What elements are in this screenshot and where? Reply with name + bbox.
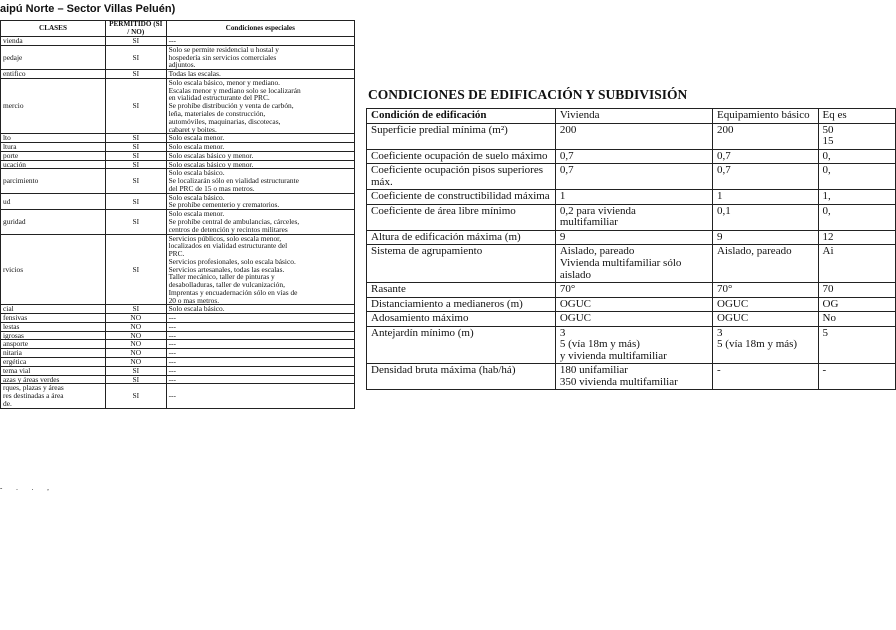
table-row [1, 366, 355, 375]
value-line: No [822, 312, 836, 325]
table-row [1, 357, 355, 366]
condition-line: Servicios profesionales, solo escala básico. [168, 256, 296, 266]
conditions-cell [166, 305, 354, 314]
conditions-table [366, 108, 896, 390]
permitted-cell: SI [105, 70, 166, 79]
value-line: 0, [822, 204, 831, 217]
class-cell: lestas [1, 322, 106, 331]
condition-line: --- [168, 330, 176, 340]
condition-line: automóviles, maquinarias, discotecas, [168, 116, 281, 126]
value-line: Aislado, pareado [559, 245, 635, 258]
value-line: 5 [822, 326, 829, 339]
condition-line: Solo escala menor. [168, 142, 225, 152]
left-footer-marks: - . . , [0, 484, 55, 492]
condition-line: Solo escala básico. [168, 192, 225, 202]
vivienda-value-cell [555, 230, 712, 245]
value-line: 0,7 [717, 149, 731, 162]
condition-label-cell: Coeficiente de área libre mínimo [367, 204, 556, 230]
table-row [1, 314, 355, 323]
condition-line: Solo escala menor. [168, 133, 225, 143]
class-cell: nitaria [1, 349, 106, 358]
condition-label-cell: Adosamiento máximo [367, 312, 556, 327]
conditions-cell [166, 234, 354, 305]
value-line: OGUC [559, 297, 592, 310]
conditions-table-wrapper [366, 108, 847, 432]
condition-line: --- [168, 365, 176, 375]
uses-table-header [1, 21, 355, 37]
condition-line: hospedería sin servicios comerciales [168, 52, 277, 62]
condition-line: leña, materiales de construcción, [168, 109, 266, 119]
conditions-cell [166, 349, 354, 358]
value-line: 9 [717, 230, 723, 243]
vivienda-value-cell [555, 123, 712, 149]
value-line: 0,7 [717, 164, 731, 177]
table-row [367, 190, 896, 205]
condition-line: Solo escalas básico y menor. [168, 150, 254, 160]
equipamiento-cut-value-cell [818, 326, 895, 364]
permitted-cell: SI [105, 160, 166, 169]
condition-line: adjuntos. [168, 60, 196, 70]
equipamiento-cut-value-cell [818, 190, 895, 205]
value-line: aislado [559, 268, 592, 281]
left-document-title: aipú Norte – Sector Villas Peluén) [0, 3, 176, 15]
value-line: 15 [822, 135, 834, 148]
equipamiento-cut-value-cell [818, 297, 895, 312]
conditions-cell [166, 357, 354, 366]
equipamiento-value-cell [713, 326, 819, 364]
equipamiento-value-cell [713, 230, 819, 245]
condition-label-cell: Antejardín mínimo (m) [367, 326, 556, 364]
conditions-table-header [367, 109, 896, 124]
table-row [1, 349, 355, 358]
condition-line: Taller mecánico, taller de pinturas y [168, 272, 275, 282]
condition-label-cell: Altura de edificación máxima (m) [367, 230, 556, 245]
class-cell: cial [1, 305, 106, 314]
value-line: 0, [822, 164, 831, 177]
condition-label-cell: Distanciamiento a medianeros (m) [367, 297, 556, 312]
value-line: OGUC [559, 312, 592, 325]
class-cell: guridad [1, 210, 106, 234]
condition-line: Servicios públicos, solo escala menor, [168, 233, 282, 243]
equipamiento-cut-value-cell [818, 204, 895, 230]
condition-line: --- [168, 348, 176, 358]
condition-line: Solo escala menor. [168, 209, 225, 219]
permitted-cell: NO [105, 340, 166, 349]
table-row [1, 331, 355, 340]
conditions-cell [166, 384, 354, 408]
condition-line: Solo se permite residencial u hostal y [168, 44, 279, 54]
class-cell: azas y áreas verdes [1, 375, 106, 384]
value-line: 1 [717, 190, 723, 203]
condition-line: PRC. [168, 249, 185, 259]
table-row [1, 384, 355, 408]
vivienda-value-cell [555, 297, 712, 312]
equipamiento-value-cell [713, 123, 819, 149]
condition-line: --- [168, 36, 176, 46]
value-line: OGUC [717, 297, 749, 310]
table-row [1, 322, 355, 331]
equipamiento-value-cell [713, 190, 819, 205]
value-line: 180 unifamiliar [559, 364, 628, 377]
conditions-cell [166, 375, 354, 384]
equipamiento-value-cell [713, 312, 819, 327]
class-cell: porte [1, 151, 106, 160]
table-row [1, 45, 355, 69]
condition-label-cell: Rasante [367, 283, 556, 298]
permitted-cell: SI [105, 78, 166, 133]
class-cell: ltura [1, 143, 106, 152]
value-line: 0,7 [559, 149, 574, 162]
value-line: 70 [822, 283, 834, 296]
table-row [367, 297, 896, 312]
permitted-cell: SI [105, 151, 166, 160]
conditions-cell [166, 366, 354, 375]
value-line: 70° [717, 283, 733, 296]
condition-line: Solo escala básico. [168, 168, 225, 178]
value-line: Ai [822, 245, 834, 258]
table-row [1, 234, 355, 305]
conditions-cell [166, 151, 354, 160]
value-line: Aislado, pareado [717, 245, 792, 258]
conditions-cell [166, 322, 354, 331]
condition-line: --- [168, 374, 176, 384]
value-line: 0,2 para vivienda [559, 204, 636, 217]
class-cell: ud [1, 193, 106, 210]
class-cell: ucación [1, 160, 106, 169]
equipamiento-value-cell [713, 283, 819, 298]
value-line: 350 vivienda multifamiliar [559, 375, 678, 388]
equipamiento-value-cell [713, 297, 819, 312]
value-line: 3 [717, 326, 723, 339]
class-cell: igrosas [1, 331, 106, 340]
condition-label-cell: Coeficiente ocupación pisos superiores máx. [367, 164, 556, 190]
condition-line: cabaret y boites. [168, 124, 217, 134]
value-line: OG [822, 297, 839, 310]
table-row [1, 340, 355, 349]
table-row [1, 169, 355, 193]
equipamiento-value-cell [713, 164, 819, 190]
condition-line: Servicios artesanales, todas las escalas. [168, 264, 285, 274]
value-line: 9 [559, 230, 566, 243]
table-row [367, 245, 896, 283]
value-line: 1 [559, 190, 566, 203]
class-cell: pedaje [1, 45, 106, 69]
value-line: 200 [717, 123, 734, 136]
class-cell: ergética [1, 357, 106, 366]
table-row [367, 312, 896, 327]
header-equipamiento-cut: Eq es [818, 109, 895, 124]
value-line: 3 [559, 326, 566, 339]
permitted-cell: SI [105, 366, 166, 375]
table-row [1, 305, 355, 314]
table-row [1, 151, 355, 160]
vivienda-value-cell [555, 245, 712, 283]
equipamiento-cut-value-cell [818, 312, 895, 327]
class-cell: mercio [1, 78, 106, 133]
conditions-table-body [367, 123, 896, 390]
condition-line: Se prohíbe cementerio y crematorios. [168, 200, 280, 210]
table-row [367, 149, 896, 164]
value-line: 70° [559, 283, 576, 296]
value-line: OGUC [717, 312, 749, 325]
class-cell: rques, plazas y áreas res destinadas a área de. [1, 384, 106, 408]
value-line: multifamiliar [559, 216, 618, 229]
header-equipamiento-basico: Equipamiento básico [713, 109, 819, 124]
value-line: 0, [822, 149, 831, 162]
permitted-cell: NO [105, 331, 166, 340]
conditions-cell [166, 331, 354, 340]
condition-line: del PRC de 15 o mas metros. [168, 183, 255, 193]
table-row [367, 326, 896, 364]
value-line: y vivienda multifamiliar [559, 349, 667, 362]
condition-label-cell: Densidad bruta máxima (hab/há) [367, 364, 556, 390]
condition-line: Solo escalas básico y menor. [168, 159, 254, 169]
conditions-cell [166, 193, 354, 210]
condition-line: 20 o mas metros. [168, 295, 220, 305]
condition-line: --- [168, 313, 176, 323]
table-row [367, 283, 896, 298]
value-line: 0,7 [559, 164, 574, 177]
vivienda-value-cell [555, 190, 712, 205]
condition-label-cell: Sistema de agrupamiento [367, 245, 556, 283]
condition-line: centros de detención y recintos militares [168, 224, 288, 234]
table-row [1, 78, 355, 133]
uses-table-body [1, 37, 355, 408]
condition-label-cell: Superficie predial mínima (m²) [367, 123, 556, 149]
permitted-cell: SI [105, 384, 166, 408]
equipamiento-cut-value-cell [818, 149, 895, 164]
condition-line: Escalas menor y mediano solo se localizarán [168, 85, 301, 95]
permitted-cell: SI [105, 193, 166, 210]
class-cell: tema vial [1, 366, 106, 375]
condition-line: Se localizarán sólo en vialidad estructurante [168, 176, 299, 186]
table-row [367, 123, 896, 149]
condition-line: --- [168, 339, 176, 349]
equipamiento-cut-value-cell [818, 364, 895, 390]
vivienda-value-cell [555, 164, 712, 190]
condition-line: Se prohíbe distribución y venta de carbón, [168, 101, 294, 111]
permitted-cell: SI [105, 45, 166, 69]
class-cell: rvicios [1, 234, 106, 305]
equipamiento-cut-value-cell [818, 164, 895, 190]
value-line: 200 [559, 123, 577, 136]
condition-line: en vialidad estructurante del PRC. [168, 93, 270, 103]
condition-line: Se prohíbe central de ambulancias, cárceles, [168, 216, 300, 226]
vivienda-value-cell [555, 149, 712, 164]
vivienda-value-cell [555, 204, 712, 230]
value-line: 5 (vía 18m y más) [717, 338, 798, 351]
value-line: 12 [822, 230, 834, 243]
condition-line: Solo escala básico. [168, 304, 225, 314]
header-condicion: Condición de edificación [367, 109, 556, 124]
condition-line: --- [168, 356, 176, 366]
value-line: 5 (vía 18m y más) [559, 338, 640, 351]
class-cell: vienda [1, 37, 106, 46]
condition-line: Imprentas y encuadernación sólo en vías de [168, 287, 298, 297]
uses-table [0, 20, 355, 409]
permitted-cell: SI [105, 234, 166, 305]
conditions-cell [166, 314, 354, 323]
header-permitido: PERMITIDO (SI / NO) [105, 21, 166, 37]
vivienda-value-cell [555, 312, 712, 327]
table-row [367, 230, 896, 245]
table-row [367, 364, 896, 390]
class-cell: lto [1, 134, 106, 143]
permitted-cell: NO [105, 314, 166, 323]
equipamiento-cut-value-cell [818, 245, 895, 283]
table-row [367, 204, 896, 230]
class-cell: parcimiento [1, 169, 106, 193]
vivienda-value-cell [555, 326, 712, 364]
condition-line: desabolladuras, taller de vulcanización, [168, 280, 285, 290]
condition-line: Solo escala básico, menor y mediano. [168, 77, 281, 87]
conditions-cell [166, 78, 354, 133]
condition-line: --- [168, 391, 176, 401]
equipamiento-cut-value-cell [818, 283, 895, 298]
conditions-cell [166, 210, 354, 234]
permitted-cell: NO [105, 322, 166, 331]
permitted-cell: SI [105, 305, 166, 314]
equipamiento-value-cell [713, 245, 819, 283]
permitted-cell: SI [105, 37, 166, 46]
header-vivienda: Vivienda [555, 109, 712, 124]
conditions-cell [166, 169, 354, 193]
condition-line: Todas las escalas. [168, 69, 221, 79]
equipamiento-cut-value-cell [818, 230, 895, 245]
permitted-cell: NO [105, 357, 166, 366]
table-row [367, 164, 896, 190]
condition-label-cell: Coeficiente de constructibilidad máxima [367, 190, 556, 205]
class-cell: entifico [1, 70, 106, 79]
permitted-cell: SI [105, 375, 166, 384]
permitted-cell: NO [105, 349, 166, 358]
condition-line: localizados en vialidad estructurante del [168, 241, 288, 251]
permitted-cell: SI [105, 169, 166, 193]
equipamiento-value-cell [713, 149, 819, 164]
permitted-cell: SI [105, 210, 166, 234]
table-row [1, 193, 355, 210]
value-line: Vivienda multifamiliar sólo [559, 257, 682, 270]
permitted-cell: SI [105, 143, 166, 152]
value-line: 50 [822, 123, 834, 136]
value-line: - [717, 364, 721, 377]
value-line: 0,1 [717, 204, 731, 217]
value-line: - [822, 364, 827, 377]
value-line: 1, [822, 190, 831, 203]
class-cell: ansporte [1, 340, 106, 349]
equipamiento-cut-value-cell [818, 123, 895, 149]
conditions-cell [166, 45, 354, 69]
table-row [1, 210, 355, 234]
equipamiento-value-cell [713, 204, 819, 230]
class-cell: fensivas [1, 314, 106, 323]
condition-label-cell: Coeficiente ocupación de suelo máximo [367, 149, 556, 164]
permitted-cell: SI [105, 134, 166, 143]
header-condiciones: Condiciones especiales [166, 21, 354, 37]
right-section-title: CONDICIONES DE EDIFICACIÓN Y SUBDIVISIÓN [368, 87, 688, 102]
vivienda-value-cell [555, 283, 712, 298]
condition-line: --- [168, 321, 176, 331]
vivienda-value-cell [555, 364, 712, 390]
equipamiento-value-cell [713, 364, 819, 390]
conditions-cell [166, 340, 354, 349]
header-clases: CLASES [1, 21, 106, 37]
